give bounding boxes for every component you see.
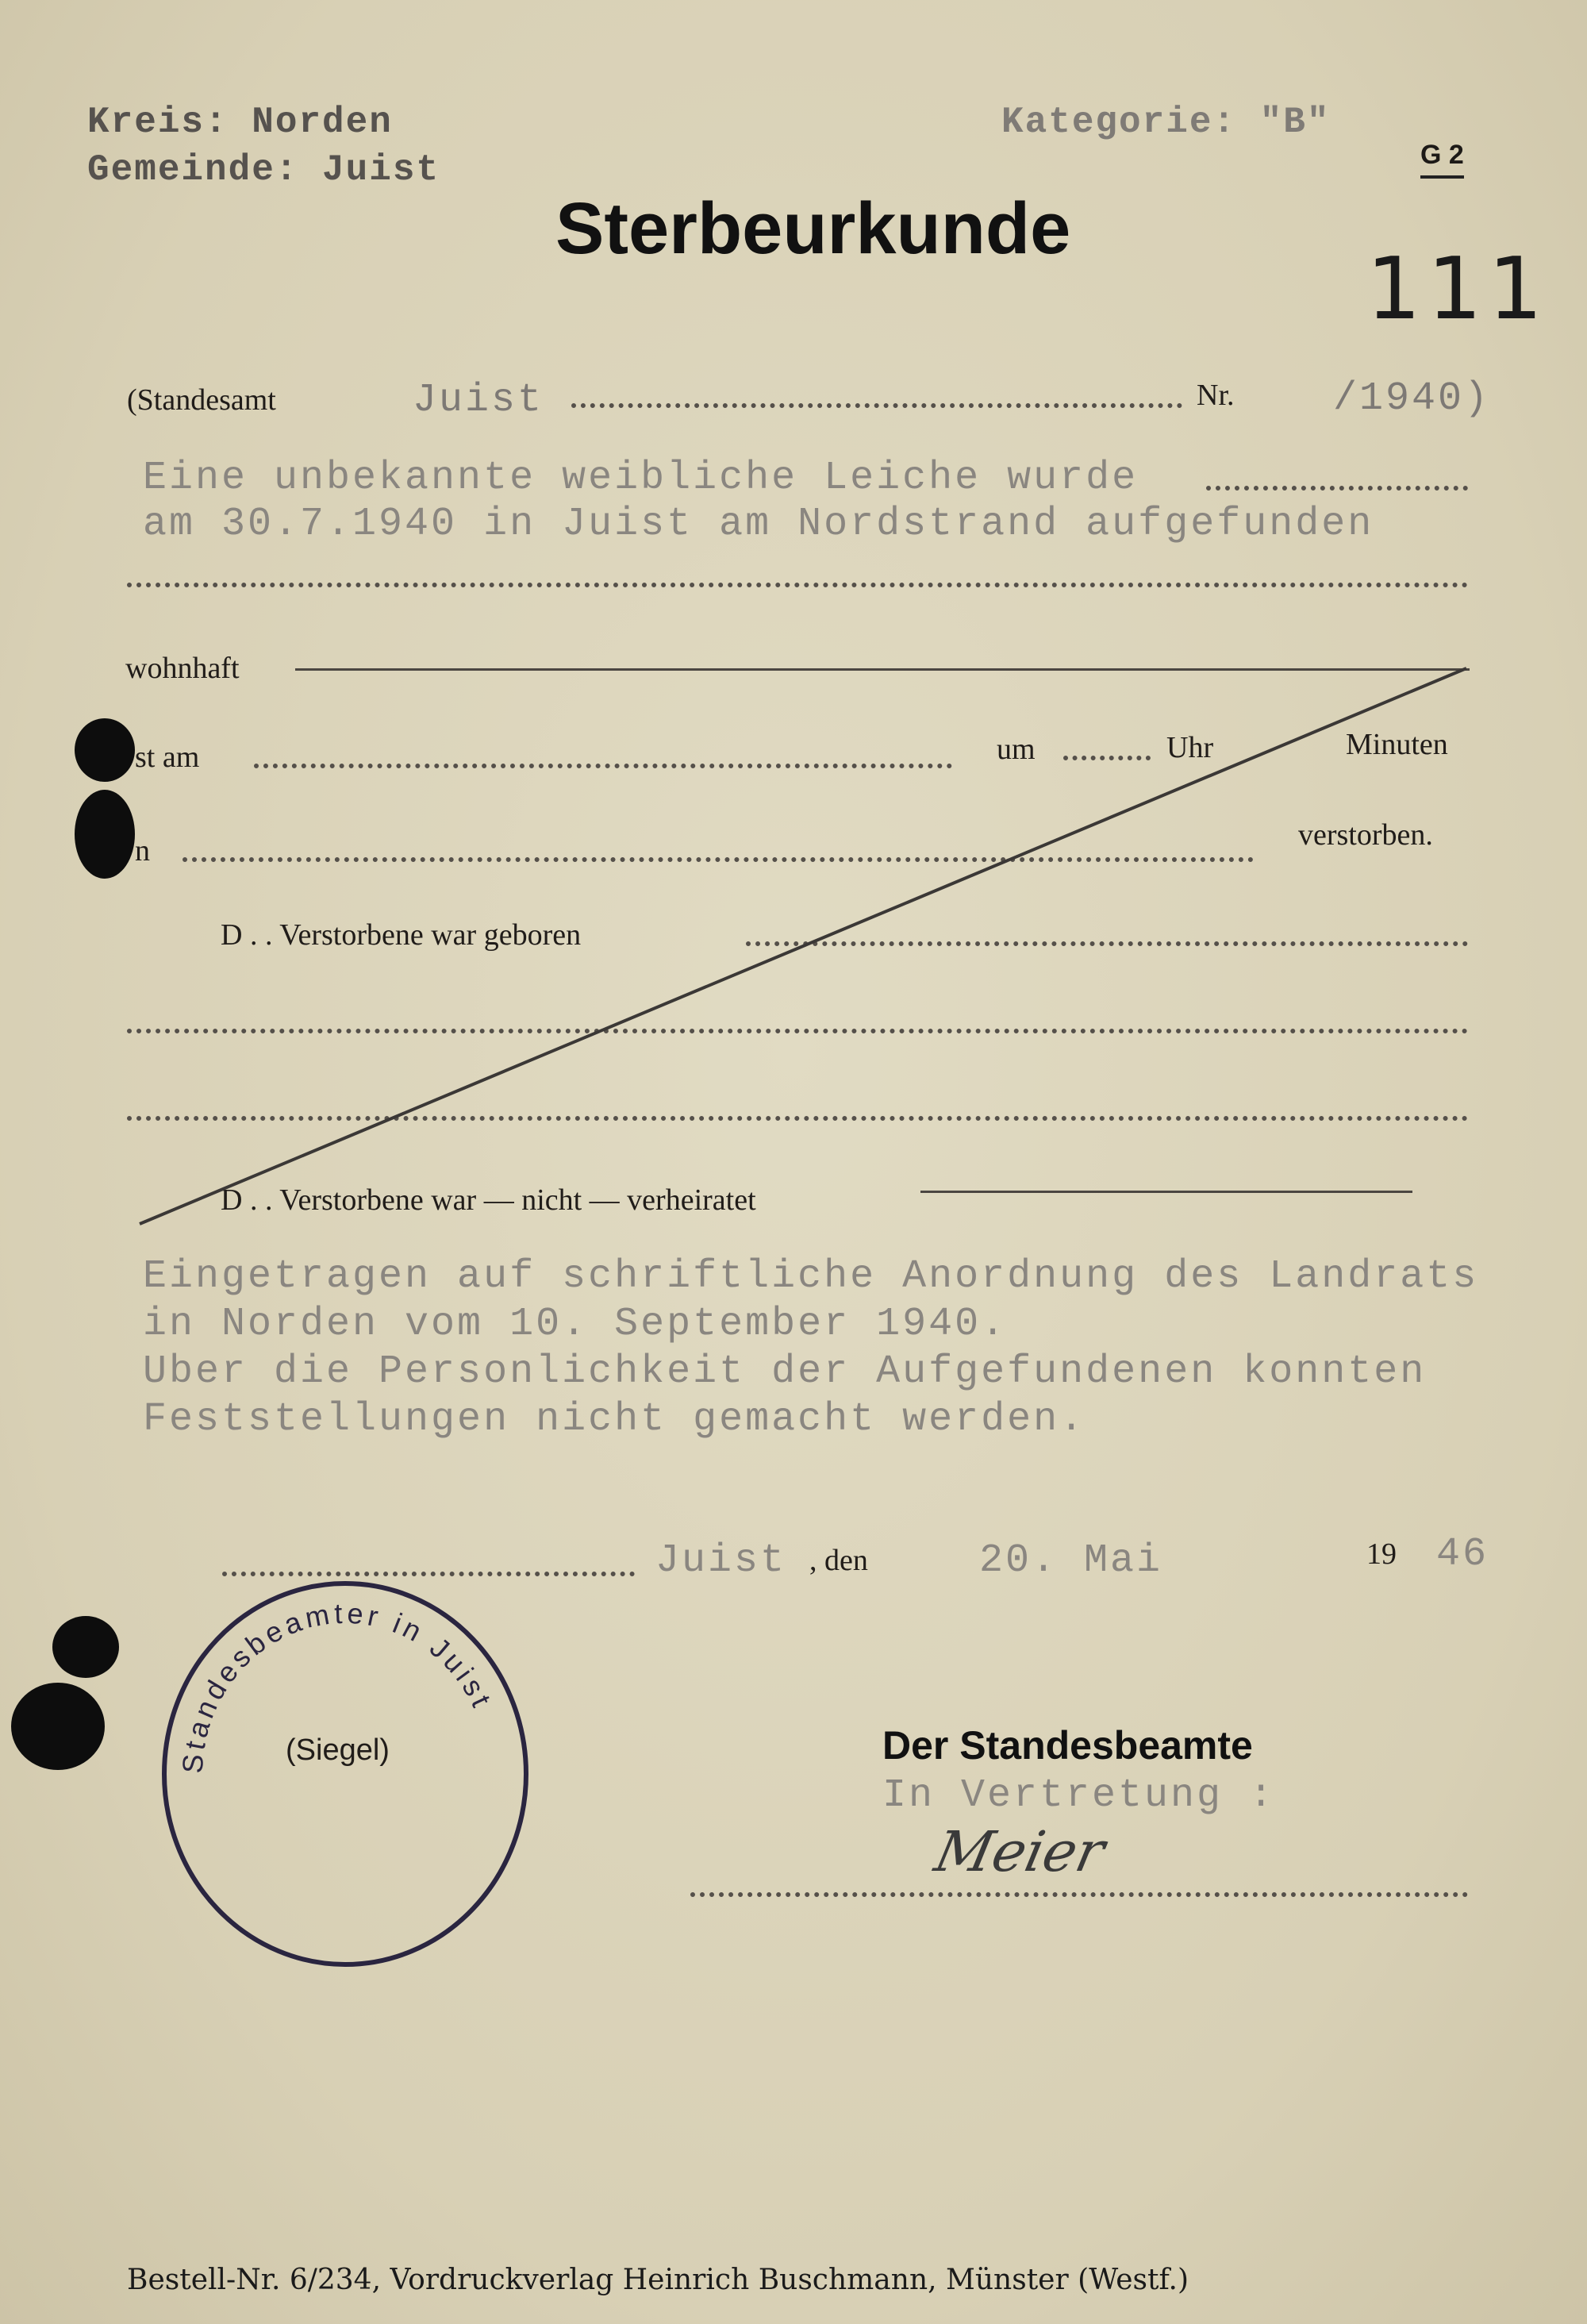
verheiratet-label: D . . Verstorbene war — nicht — verheiratet bbox=[221, 1183, 756, 1217]
uhr-label: Uhr bbox=[1166, 731, 1214, 764]
footer-publisher: Bestell-Nr. 6/234, Vordruckverlag Heinrich Buschmann, Münster (Westf.) bbox=[127, 2264, 1189, 2296]
kategorie-line: Kategorie: "B" bbox=[1001, 102, 1331, 143]
entry-line-2: am 30.7.1940 in Juist am Nordstrand aufgefunden bbox=[143, 502, 1374, 547]
standesamt-label: (Standesamt bbox=[127, 383, 276, 417]
date-day-month: 20. Mai bbox=[979, 1538, 1163, 1583]
remark-line-4: Feststellungen nicht gemacht werden. bbox=[143, 1397, 1086, 1442]
seal-label: (Siegel) bbox=[286, 1733, 390, 1767]
kreis-line: Kreis: Norden bbox=[87, 102, 393, 143]
official-seal bbox=[155, 1576, 536, 1972]
document-title: Sterbeurkunde bbox=[555, 188, 1071, 269]
remark-line-3: Uber die Personlichkeit der Aufgefundenen konnten bbox=[143, 1349, 1427, 1395]
seal-ring-text: Standesbeamter in Juist bbox=[175, 1596, 500, 1775]
ink-blot bbox=[11, 1683, 105, 1770]
signature-title: Der Standesbeamte bbox=[882, 1723, 1253, 1768]
ink-blot bbox=[52, 1616, 119, 1678]
remark-line-1: Eingetragen auf schriftliche Anordnung des Landrats bbox=[143, 1254, 1479, 1299]
form-code: G 2 bbox=[1420, 140, 1464, 179]
deputy-line: In Vertretung : bbox=[882, 1773, 1276, 1818]
um-label: um bbox=[997, 733, 1036, 766]
verstorben-label: verstorben. bbox=[1298, 818, 1433, 852]
geboren-label: D . . Verstorbene war geboren bbox=[221, 918, 582, 952]
remark-line-2: in Norden vom 10. September 1940. bbox=[143, 1302, 1008, 1347]
signature-line bbox=[690, 1892, 1468, 1897]
nr-label: Nr. bbox=[1197, 379, 1235, 412]
entry-line-1: Eine unbekannte weibliche Leiche wurde bbox=[143, 456, 1139, 501]
gemeinde-line: Gemeinde: Juist bbox=[87, 149, 440, 190]
handwritten-signature: Meier bbox=[929, 1819, 1111, 1884]
nr-value: /1940) bbox=[1333, 376, 1491, 421]
ist-am-label: st am bbox=[135, 741, 200, 774]
date-place: Juist bbox=[655, 1538, 787, 1583]
minuten-label: Minuten bbox=[1346, 728, 1448, 761]
year-century: 19 bbox=[1366, 1537, 1397, 1571]
in-label: n bbox=[135, 834, 150, 868]
wohnhaft-label: wohnhaft bbox=[125, 652, 240, 685]
stamped-number: 111 bbox=[1366, 240, 1550, 339]
den-label: , den bbox=[809, 1544, 868, 1577]
standesamt-place: Juist bbox=[413, 378, 544, 423]
year-value: 46 bbox=[1436, 1532, 1489, 1577]
